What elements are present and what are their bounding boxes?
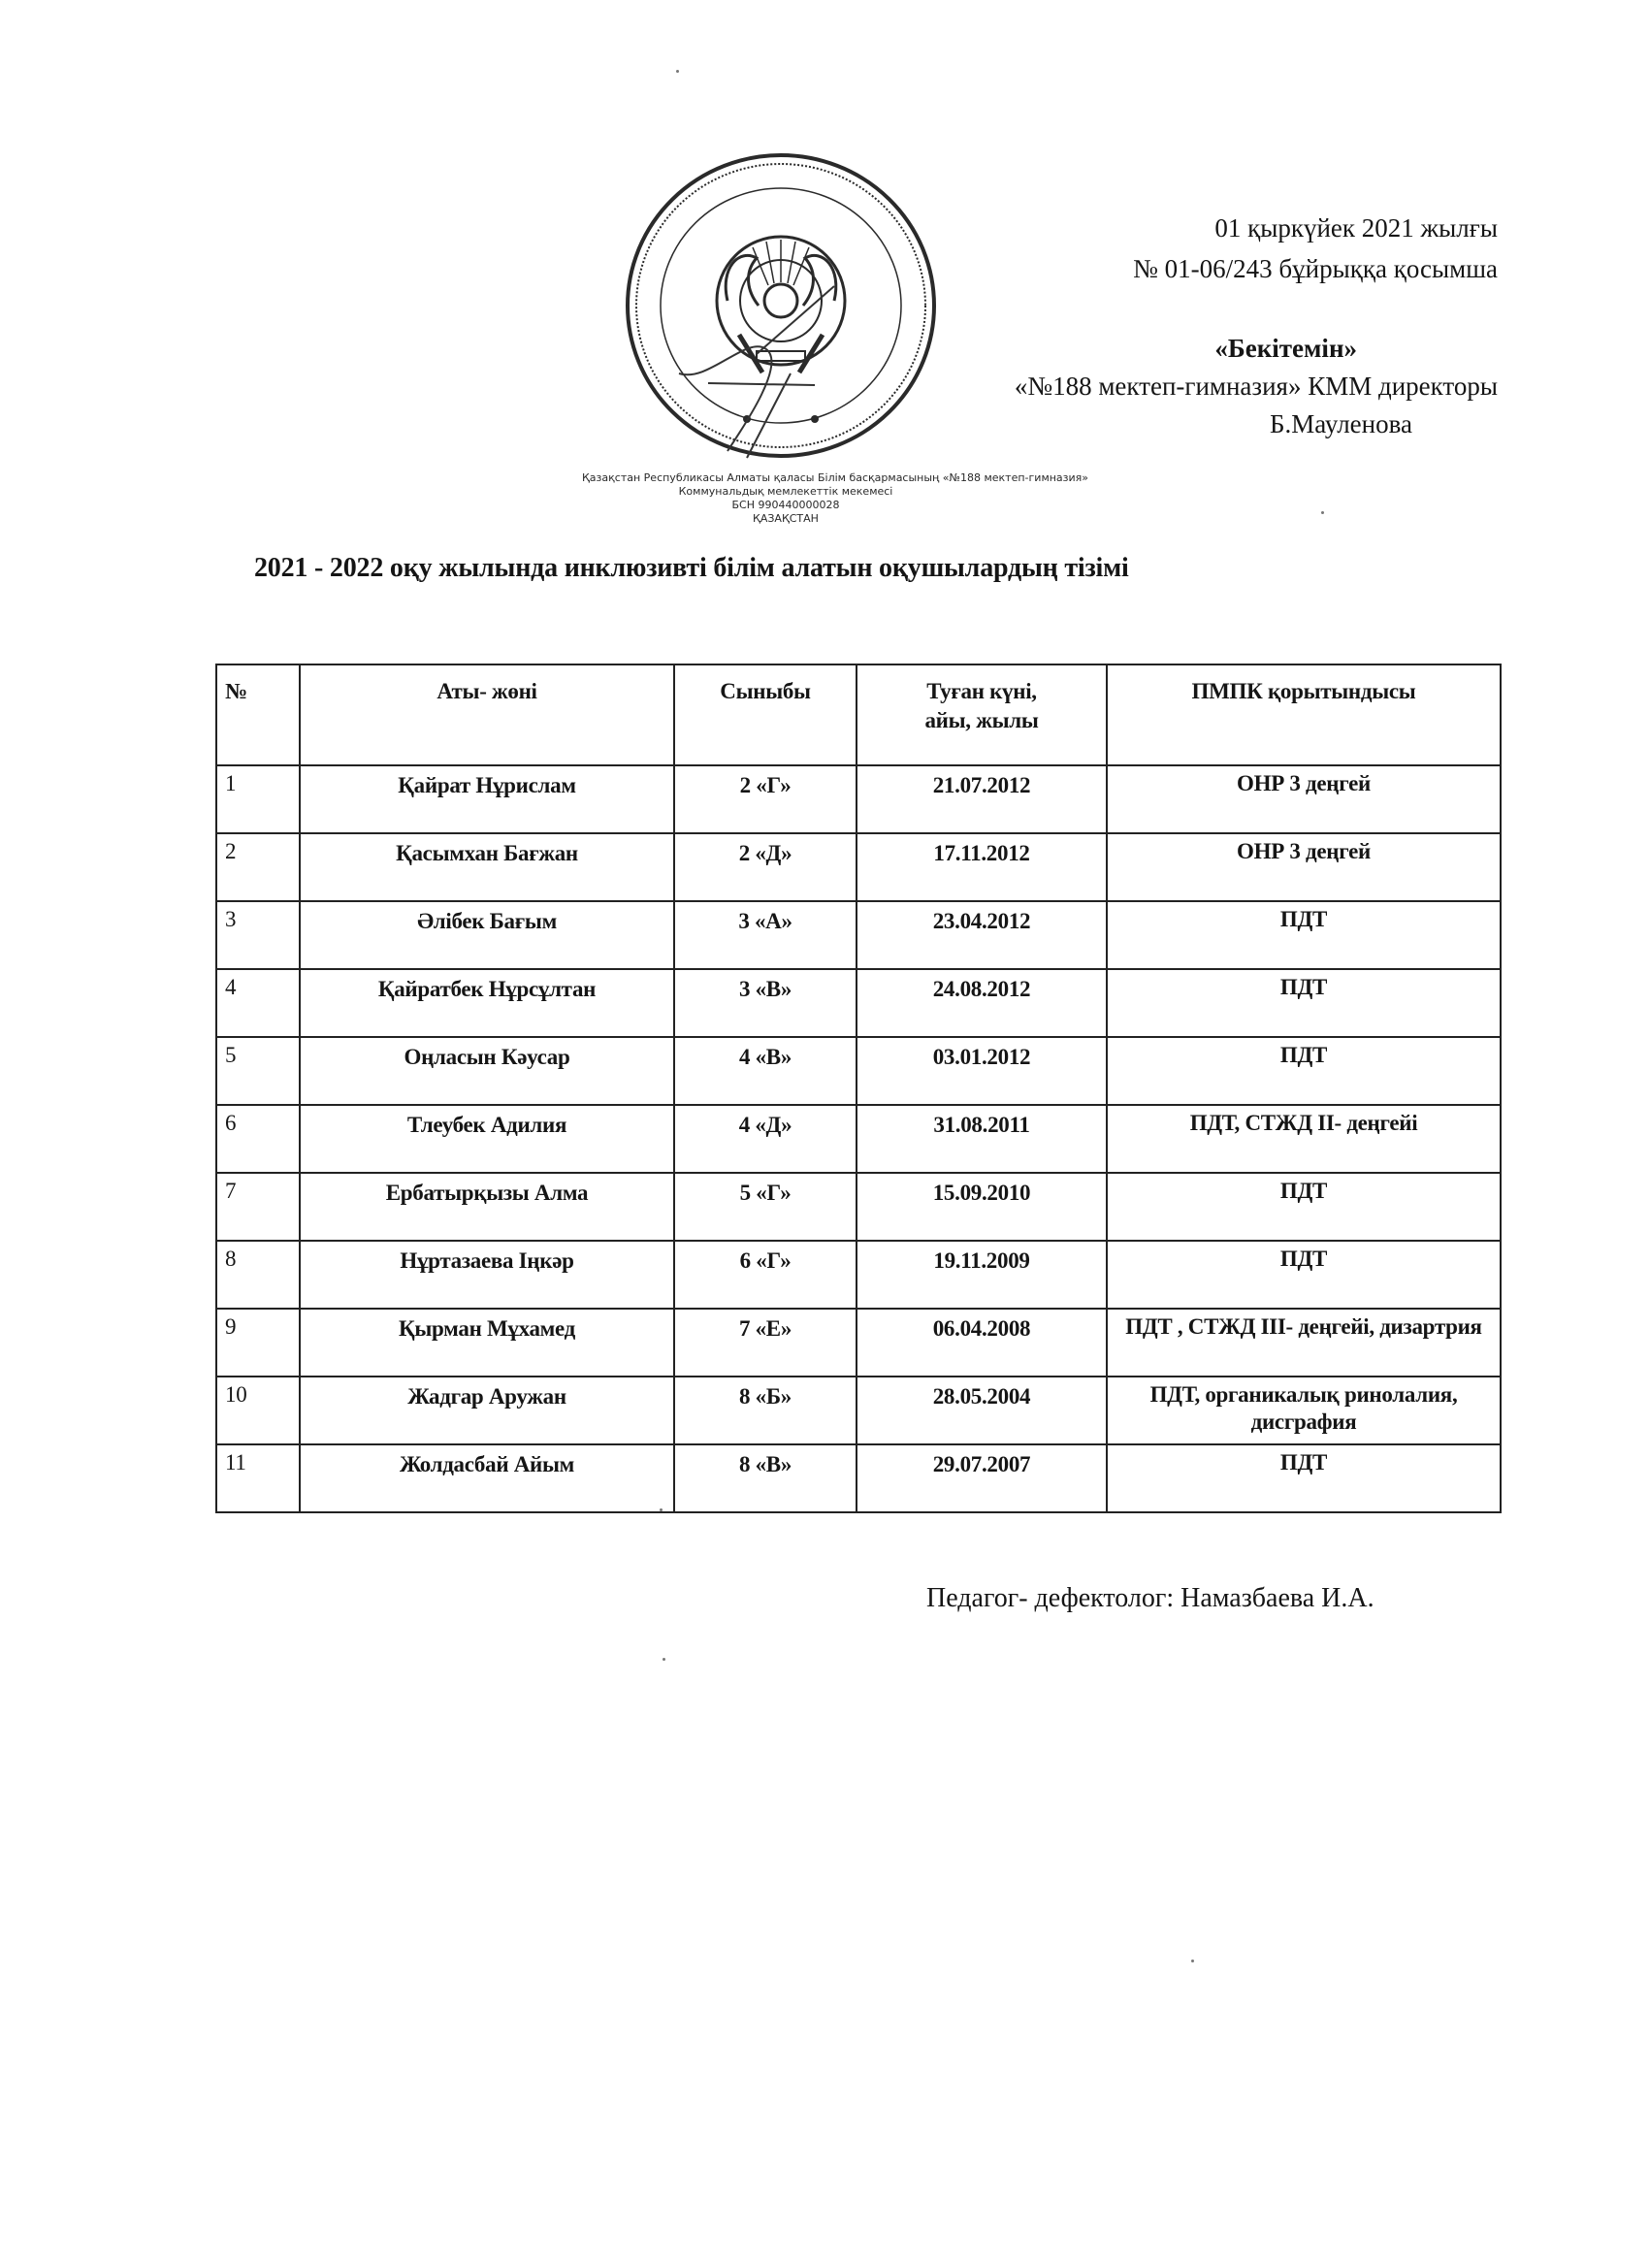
defectologist-signature: Педагог- дефектолог: Намазбаева И.А. bbox=[926, 1583, 1374, 1613]
scan-speck bbox=[1321, 511, 1324, 514]
table-row bbox=[216, 1037, 1501, 1105]
student-name: Нұртазаева Іңкәр bbox=[400, 1248, 574, 1273]
table-row bbox=[216, 1241, 1501, 1309]
student-name: Қайрат Нұрислам bbox=[398, 773, 576, 797]
student-dob: 03.01.2012 bbox=[932, 1045, 1031, 1069]
student-name: Жадгар Аружан bbox=[407, 1384, 566, 1409]
student-name: Оңласын Кәусар bbox=[404, 1045, 570, 1069]
director-signature bbox=[679, 286, 834, 458]
order-date: 01 қыркүйек 2021 жылғы bbox=[1214, 213, 1498, 243]
stamp-inner-text: Коммунальдық мемлекеттік мекемесі bbox=[678, 485, 893, 498]
student-dob: 19.11.2009 bbox=[933, 1248, 1030, 1273]
table-row bbox=[216, 833, 1501, 901]
table-row bbox=[216, 1105, 1501, 1173]
row-num: 9 bbox=[225, 1314, 237, 1339]
pmpk-conclusion: ПДТ bbox=[1279, 1247, 1328, 1271]
student-class: 6 «Г» bbox=[739, 1248, 792, 1273]
header-num: № bbox=[216, 664, 300, 765]
pmpk-conclusion: ПДТ bbox=[1279, 1450, 1328, 1474]
director-position: «№188 мектеп-гимназия» КММ директоры bbox=[1014, 372, 1498, 401]
pmpk-conclusion: ОНР 3 деңгей bbox=[1237, 839, 1371, 863]
pmpk-conclusion: ПДТ bbox=[1279, 1179, 1328, 1203]
row-num: 2 bbox=[225, 839, 237, 863]
student-class: 3 «В» bbox=[738, 977, 792, 1001]
approval-label: «Бекітемін» bbox=[1214, 334, 1357, 363]
table-row bbox=[216, 765, 1501, 833]
stamp-star-icon bbox=[743, 415, 819, 423]
student-class: 8 «Б» bbox=[739, 1384, 792, 1409]
table-row bbox=[216, 1309, 1501, 1377]
header-name: Аты- жөні bbox=[300, 664, 674, 765]
student-class: 7 «Е» bbox=[738, 1316, 792, 1341]
header-dob-line2: айы, жылы bbox=[924, 707, 1039, 732]
stamp-center-text: ҚАЗАҚСТАН bbox=[753, 512, 819, 525]
pmpk-conclusion: ПДТ bbox=[1279, 907, 1328, 931]
row-num: 8 bbox=[225, 1247, 237, 1271]
row-num: 4 bbox=[225, 975, 237, 999]
pmpk-conclusion: ПДТ bbox=[1279, 1043, 1328, 1067]
student-class: 4 «В» bbox=[738, 1045, 792, 1069]
student-name: Қырман Мұхамед bbox=[398, 1316, 575, 1341]
student-dob: 29.07.2007 bbox=[932, 1452, 1031, 1476]
pmpk-conclusion: ПДТ bbox=[1279, 975, 1328, 999]
row-num: 10 bbox=[225, 1382, 247, 1407]
table-header-row bbox=[216, 664, 1501, 765]
row-num: 5 bbox=[225, 1043, 237, 1067]
stamp-bin-text: БСН 990440000028 bbox=[731, 499, 840, 511]
table-row bbox=[216, 1444, 1501, 1512]
row-num: 6 bbox=[225, 1111, 237, 1135]
header-dob-line1: Туған күні, bbox=[926, 679, 1037, 703]
table-row bbox=[216, 901, 1501, 969]
header-dob bbox=[857, 664, 1107, 765]
student-dob: 17.11.2012 bbox=[933, 841, 1030, 865]
scan-speck bbox=[1191, 1960, 1194, 1962]
stamp-texts bbox=[582, 471, 1089, 526]
student-class: 2 «Г» bbox=[739, 773, 792, 797]
student-class: 4 «Д» bbox=[738, 1113, 792, 1137]
pmpk-conclusion: ОНР 3 деңгей bbox=[1237, 771, 1371, 795]
document-title: 2021 - 2022 оқу жылында инклюзивті білім алатын оқушылардың тізімі bbox=[254, 553, 1129, 583]
header-class: Сыныбы bbox=[674, 664, 857, 765]
row-num: 7 bbox=[225, 1179, 237, 1203]
table-row bbox=[216, 969, 1501, 1037]
row-num: 1 bbox=[225, 771, 237, 795]
official-stamp-seal bbox=[621, 146, 941, 466]
row-num: 11 bbox=[225, 1450, 246, 1474]
student-dob: 06.04.2008 bbox=[932, 1316, 1031, 1341]
student-name: Тлеубек Адилия bbox=[406, 1113, 567, 1137]
row-num: 3 bbox=[225, 907, 237, 931]
student-dob: 28.05.2004 bbox=[932, 1384, 1031, 1409]
director-name: Б.Мауленова bbox=[1270, 409, 1412, 438]
student-dob: 31.08.2011 bbox=[933, 1113, 1030, 1137]
scan-speck bbox=[676, 70, 679, 73]
student-dob: 21.07.2012 bbox=[932, 773, 1031, 797]
student-class: 5 «Г» bbox=[739, 1181, 792, 1205]
students-table bbox=[215, 664, 1502, 1513]
pmpk-conclusion: ПДТ , СТЖД III- деңгейі, дизартрия bbox=[1125, 1314, 1482, 1339]
student-name: Қасымхан Бағжан bbox=[396, 841, 578, 865]
student-name: Қайратбек Нұрсұлтан bbox=[377, 977, 597, 1001]
student-name: Әлібек Бағым bbox=[417, 909, 557, 933]
order-number: № 01-06/243 бұйрыққа қосымша bbox=[1133, 254, 1498, 283]
student-dob: 24.08.2012 bbox=[932, 977, 1031, 1001]
stamp-outer-text: Қазақстан Республикасы Алматы қаласы Білім басқармасының «№188 мектеп-гимназия» bbox=[582, 471, 1089, 484]
student-class: 3 «А» bbox=[738, 909, 792, 933]
header-pmpk: ПМПК қорытындысы bbox=[1107, 664, 1501, 765]
pmpk-conclusion: ПДТ, СТЖД II- деңгейі bbox=[1189, 1111, 1418, 1135]
scan-speck bbox=[660, 1508, 663, 1511]
student-class: 2 «Д» bbox=[738, 841, 792, 865]
student-class: 8 «В» bbox=[738, 1452, 792, 1476]
student-dob: 23.04.2012 bbox=[932, 909, 1031, 933]
scan-speck bbox=[663, 1658, 665, 1661]
table-row bbox=[216, 1173, 1501, 1241]
student-name: Ербатырқызы Алма bbox=[385, 1181, 589, 1205]
approval-block bbox=[980, 215, 1498, 438]
state-emblem-icon bbox=[717, 237, 845, 373]
student-dob: 15.09.2010 bbox=[932, 1181, 1031, 1205]
table-row bbox=[216, 1377, 1501, 1444]
student-name: Жолдасбай Айым bbox=[399, 1452, 575, 1476]
pmpk-conclusion: ПДТ, органикалық ринолалия, дисграфия bbox=[1149, 1382, 1458, 1434]
